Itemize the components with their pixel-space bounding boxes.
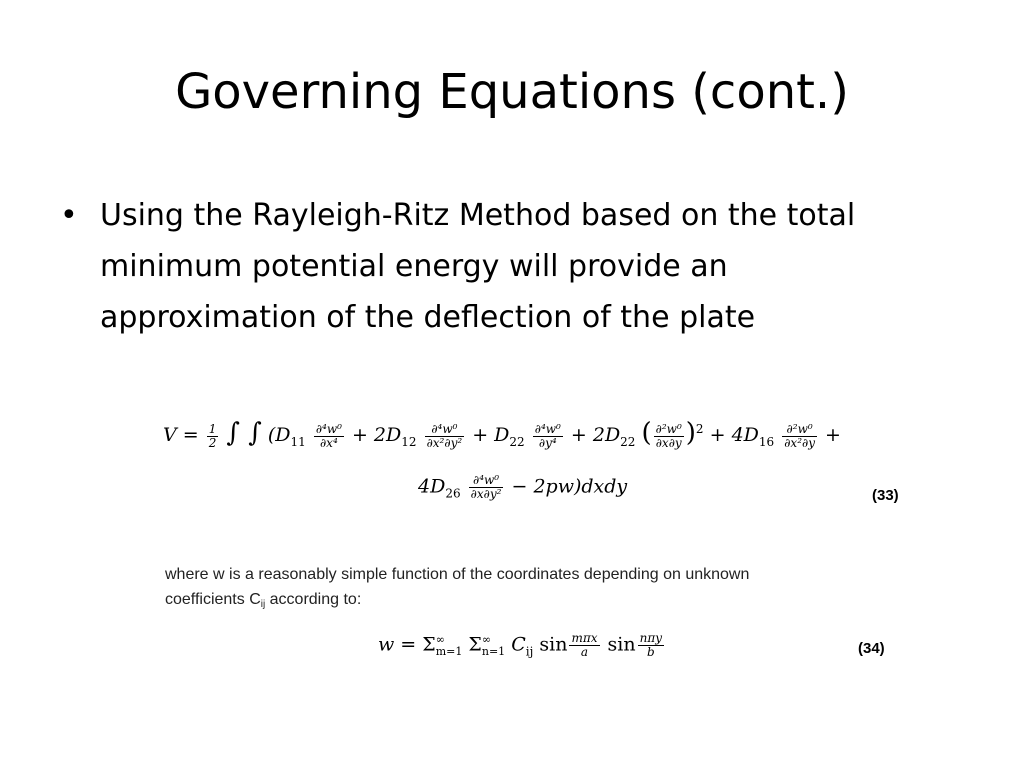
eq33-t2-num: ∂⁴w⁰ [425,423,465,437]
eq34-sum1: Σ [422,633,436,656]
eq34-sin2: sin [607,633,636,656]
eq33-t1-sub: 11 [290,435,306,449]
eq33-t6-num: ∂⁴w⁰ [469,474,504,488]
eq34-sin1-den: a [580,645,589,659]
equation-33-number: (33) [872,487,899,504]
eq33-t5-den: ∂x²∂y [784,435,815,450]
eq33-t6-coef: 4D [418,475,446,498]
eq33-t2-frac [425,423,465,450]
equation-34-number: (34) [858,640,885,657]
description-line-2-post: according to: [265,591,362,608]
eq33-t4-coef: + 2D [570,424,621,446]
eq34-sum2: Σ [468,633,482,656]
eq33-t5-num: ∂²w⁰ [782,423,817,437]
eq33-t4-den: ∂x∂y [655,435,682,450]
eq34-sin2-den: b [646,645,655,659]
eq33-integrals: ∫ ∫ [226,418,262,448]
eq33-t4-sub: 22 [620,435,636,449]
eq33-lhs: V = [163,424,199,446]
eq33-t2-coef: + 2D [351,424,402,446]
description-line-1: where w is a reasonably simple function of the coordinates depending on unknown [165,566,750,583]
eq33-t3-num: ∂⁴w⁰ [534,421,561,436]
description-line-2 [165,588,925,616]
eq33-t4-num: ∂²w⁰ [655,421,682,436]
eq33-t4-lparen: ( [641,418,652,448]
eq34-sum1-sub: m=1 [435,644,463,658]
eq33-t3-coef: + D [472,424,510,446]
eq34-sin2-num: nπy [639,631,663,645]
description-line-2-pre: coefficients C [165,591,261,608]
eq34-coef: C [511,633,526,656]
eq33-t1-frac [314,423,344,450]
eq33-t6-den: ∂x∂y² [470,487,502,501]
eq33-t3-frac [533,423,563,450]
eq33-t2-den: ∂x²∂y² [426,435,463,450]
eq34-sum1-limits [436,634,463,658]
eq33-half [207,423,219,450]
eq34-sum1-sup: ∞ [435,632,445,646]
equation-33-line-2 [418,474,627,501]
eq34-sum2-sup: ∞ [481,632,492,646]
description-line-2-sub: ij [260,599,266,610]
eq33-t4-rparen: ) [685,418,696,448]
eq33-t5-coef: + 4D [709,424,759,446]
slide-title: Governing Equations (cont.) [175,64,849,120]
eq33-t2-sub: 12 [401,435,417,449]
eq34-sum2-limits [482,634,505,658]
eq33-t5-sub: 16 [758,435,775,449]
eq34-sin1-frac [569,632,599,659]
eq34-sin2-frac [638,632,664,659]
eq33-half-num: 1 [208,421,217,436]
eq33-t1-coef: (D [267,424,291,446]
eq33-t1-num: ∂⁴w⁰ [315,421,342,436]
eq34-sum2-sub: n=1 [481,644,506,658]
eq34-sin1-num: mπx [571,631,598,645]
bullet-text: Using the Rayleigh-Ritz Method based on the total minimum potential energy will provide an approximation of the deflection of the plate [100,198,856,335]
eq33-t3-den: ∂y⁴ [538,435,557,450]
eq33-t6-tail: − 2pw)dxdy [511,475,628,498]
equation-33-line-1 [163,418,841,450]
eq33-t5-frac [782,423,817,450]
eq33-t1-den: ∂x⁴ [319,435,338,450]
eq33-t6-frac [469,474,504,501]
eq33-t4-frac [654,423,684,450]
eq33-t6-sub: 26 [445,486,461,501]
eq33-half-den: 2 [208,435,217,450]
equation-34 [378,632,666,659]
eq34-lhs: w = [378,633,417,656]
bullet-marker: • [60,198,78,233]
eq34-coef-sub: ij [525,644,534,659]
eq33-t5-plus: + [825,424,841,446]
eq33-t4-pow: 2 [695,422,704,436]
eq34-sin1: sin [539,633,568,656]
eq33-t3-sub: 22 [509,435,525,449]
